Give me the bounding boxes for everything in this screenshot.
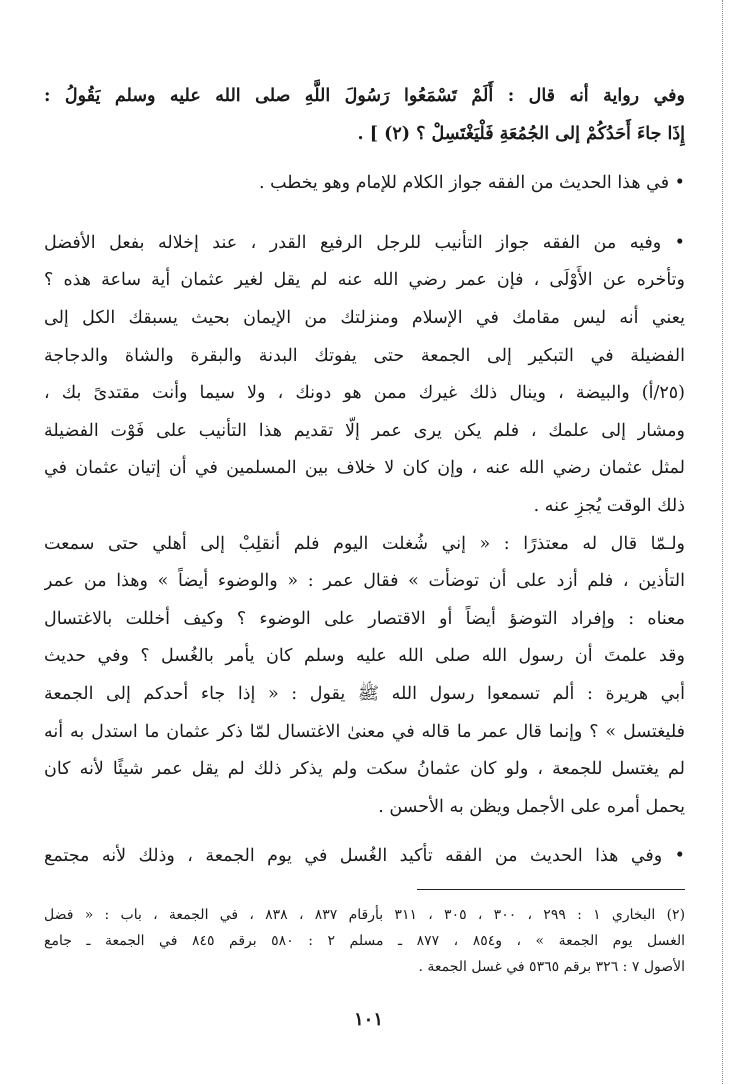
body-line: يعني أنه ليس مقامك في الإسلام ومنزلتك من الإيمان بحيث يسبقك الكل إلى xyxy=(44,307,685,328)
footnote-line: الغسل يوم الجمعة » ، و٨٥٤ ، ٨٧٧ ـ مسلم ٢ : ٥٨٠ برقم ٨٤٥ في الجمعة ـ جامع xyxy=(44,933,685,949)
body-line: فليغتسل » ؟ وإنما قال عمر ما قاله في معنىٰ الاغتسال لمّا ذكر عثمان ما استدل به أنه xyxy=(44,721,685,742)
body-line: ومشار إلى علمك ، فلم يكن يرى عمر إلّا تقديم هذا التأنيب على فَوْت الفضيلة xyxy=(44,420,685,441)
body-line: • وفيه من الفقه جواز التأنيب للرجل الرفيع القدر ، عند إخلاله بفعل الأفضل xyxy=(44,232,685,253)
footnote-divider xyxy=(417,889,685,890)
body-line: (٢٥/أ) والبيضة ، وينال ذلك غيرك ممن هو دونك ، ولا سيما وأنت مقتدىً بك ، xyxy=(44,383,685,404)
body-line: يحمل أمره على الأجمل ويظن به الأحسن . xyxy=(378,796,685,817)
body-line: ذلك الوقت يُجزِ عنه . xyxy=(533,495,685,516)
main-text-block xyxy=(44,78,685,876)
body-line: الفضيلة في التبكير إلى الجمعة حتى يفوتك البدنة والبقرة والشاة والدجاجة xyxy=(44,345,685,366)
body-line: • في هذا الحديث من الفقه جواز الكلام للإمام وهو يخطب . xyxy=(258,173,685,194)
body-line: أبي هريرة : ألم تسمعوا رسول الله ﷺ يقول : « إذا جاء أحدكم إلى الجمعة xyxy=(44,683,685,704)
scan-edge-dotted-line xyxy=(722,0,723,1084)
body-line: ولـمّا قال له معتذرًا : « إني شُغلت اليوم فلم أنقلِبْ إلى أهلي حتى سمعت xyxy=(44,533,685,554)
footnote-line: الأصول ٧ : ٣٢٦ برقم ٥٣٦٥ في غسل الجمعة . xyxy=(418,959,685,975)
page-number: ١٠١ xyxy=(353,1009,383,1030)
body-line: معناه : وإفراد التوضؤ أيضاً أو الاقتصار على الوضوء ؟ وكيف أخللت بالاغتسال xyxy=(44,608,685,629)
body-line: • وفي هذا الحديث من الفقه تأكيد الغُسل في يوم الجمعة ، وذلك لأنه مجتمع xyxy=(44,846,685,867)
footnote-line: (٢) البخاري ١ : ٢٩٩ ، ٣٠٠ ، ٣٠٥ ، ٣١١ بأرقام ٨٣٧ ، ٨٣٨ ، في الجمعة ، باب : « فضل xyxy=(44,907,685,923)
body-line: إِذَا جاءَ أَحَدُكُمْ إلى الجُمُعَةِ فَلْيَغْتَسِلْ ؟ (٢) ] . xyxy=(357,123,685,144)
body-line: التأذين ، فلم أزد على أن توضأت » فقال عمر : « والوضوء أيضاً » وهذا من عمر xyxy=(44,571,685,592)
body-line: وفي رواية أنه قال : أَلَمْ تَسْمَعُوا رَسُولَ اللَّهِ صلى الله عليه وسلم يَقُولُ : xyxy=(44,86,685,106)
body-line: وتأخره عن الأَوْلَى ، فإن عمر رضي الله عنه لم يقل لغير عثمان أية ساعة هذه ؟ xyxy=(44,270,685,291)
body-line: وقد علمتَ أن رسول الله صلى الله عليه وسلم كان يأمر بالغُسل ؟ وفي حديث xyxy=(44,646,685,667)
footnotes-block xyxy=(44,902,685,980)
body-line: لم يغتسل للجمعة ، ولو كان عثمانُ سكت ولم يذكر ذلك لم يقل عمر شيئًا لأنه كان xyxy=(44,759,685,780)
body-line: لمثل عثمان رضي الله عنه ، وإن كان لا خلاف بين المسلمين في أن إتيان عثمان في xyxy=(44,458,685,479)
